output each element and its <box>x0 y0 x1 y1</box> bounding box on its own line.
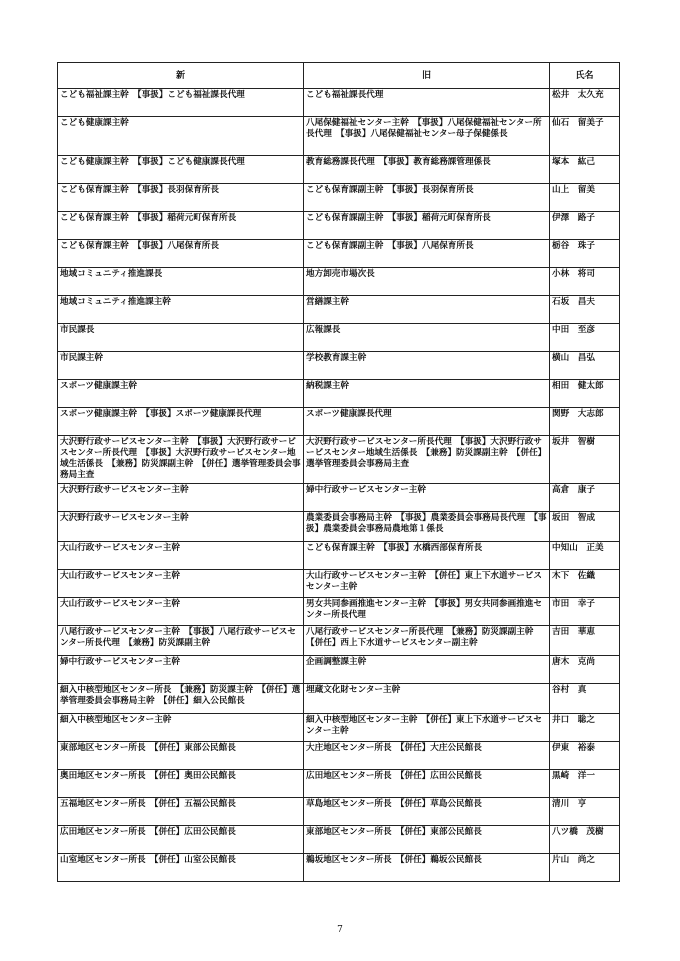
cell-old: 八尾保健福祉センター主幹 【事扱】八尾保健福祉センター所長代理 【事扱】八尾保健福祉センター母子保健係長 <box>304 117 550 156</box>
cell-old: 広田地区センター所長 【併任】広田公民館長 <box>304 770 550 798</box>
header-name: 氏名 <box>550 63 620 89</box>
cell-old: 営繕課主幹 <box>304 296 550 324</box>
table-body <box>58 89 620 882</box>
cell-old: 東部地区センター所長 【併任】東部公民館長 <box>304 826 550 854</box>
cell-name: 仙石 留美子 <box>550 117 620 156</box>
cell-new: 東部地区センター所長 【併任】東部公民館長 <box>58 742 304 770</box>
table-row <box>58 408 620 436</box>
cell-new: 市民課主幹 <box>58 352 304 380</box>
cell-new: 大沢野行政サービスセンター主幹 <box>58 484 304 512</box>
cell-new: 大山行政サービスセンター主幹 <box>58 598 304 626</box>
table-row <box>58 156 620 184</box>
cell-new: こども保育課主幹 【事扱】八尾保育所長 <box>58 240 304 268</box>
cell-old: 細入中核型地区センター主幹 【併任】東上下水道サービスセンター主幹 <box>304 714 550 742</box>
table-row <box>58 598 620 626</box>
cell-new: 地域コミュニティ推進課長 <box>58 268 304 296</box>
cell-old: 広報課長 <box>304 324 550 352</box>
cell-new: 細入中核型地区センター所長 【兼務】防災課主幹 【併任】選挙管理委員会事務局主幹 【併任】細入公民館長 <box>58 684 304 714</box>
table-row <box>58 352 620 380</box>
cell-name: 中知山 正美 <box>550 542 620 570</box>
table-row <box>58 684 620 714</box>
table-row <box>58 742 620 770</box>
cell-name: 高倉 康子 <box>550 484 620 512</box>
cell-new: 奥田地区センター所長 【併任】奥田公民館長 <box>58 770 304 798</box>
table-row <box>58 117 620 156</box>
cell-old: 草島地区センター所長 【併任】草島公民館長 <box>304 798 550 826</box>
cell-new: こども福祉課主幹 【事扱】こども福祉課長代理 <box>58 89 304 117</box>
cell-new: 地域コミュニティ推進課主幹 <box>58 296 304 324</box>
header-old: 旧 <box>304 63 550 89</box>
personnel-table <box>57 62 620 882</box>
table-row <box>58 798 620 826</box>
cell-old: 企画調整課主幹 <box>304 656 550 684</box>
cell-old: 鵜坂地区センター所長 【併任】鵜坂公民館長 <box>304 854 550 882</box>
table-row <box>58 240 620 268</box>
cell-old: 教育総務課長代理 【事扱】教育総務課管理係長 <box>304 156 550 184</box>
table-header-row <box>58 63 620 89</box>
cell-old: こども保育課副主幹 【事扱】八尾保育所長 <box>304 240 550 268</box>
header-new: 新 <box>58 63 304 89</box>
cell-new: 大沢野行政サービスセンター主幹 【事扱】大沢野行政サービスセンター所長代理 【事扱】大沢野行政サービスセンター地域生活係長 【兼務】防災課副主幹 【併任】選挙管理委員会事務局主査 <box>58 436 304 484</box>
cell-old: 納税課主幹 <box>304 380 550 408</box>
table-row <box>58 296 620 324</box>
table-row <box>58 542 620 570</box>
cell-name: 関野 大志郎 <box>550 408 620 436</box>
cell-new: スポーツ健康課主幹 【事扱】スポーツ健康課長代理 <box>58 408 304 436</box>
cell-new: 五福地区センター所長 【併任】五福公民館長 <box>58 798 304 826</box>
cell-name: 中田 至彦 <box>550 324 620 352</box>
cell-new: 大山行政サービスセンター主幹 <box>58 570 304 598</box>
cell-name: 石坂 昌夫 <box>550 296 620 324</box>
cell-new: 大山行政サービスセンター主幹 <box>58 542 304 570</box>
cell-name: 山上 留美 <box>550 184 620 212</box>
cell-name: 清川 亨 <box>550 798 620 826</box>
cell-name: 横山 昌弘 <box>550 352 620 380</box>
cell-new: こども健康課主幹 <box>58 117 304 156</box>
cell-old: 大庄地区センター所長 【併任】大庄公民館長 <box>304 742 550 770</box>
cell-new: 市民課長 <box>58 324 304 352</box>
cell-name: 木下 佐織 <box>550 570 620 598</box>
cell-name: 小林 将司 <box>550 268 620 296</box>
table-row <box>58 324 620 352</box>
table-row <box>58 484 620 512</box>
cell-name: 栃谷 珠子 <box>550 240 620 268</box>
cell-old: 男女共同参画推進センター主幹 【事扱】男女共同参画推進センター所長代理 <box>304 598 550 626</box>
page-number: 7 <box>337 925 343 935</box>
cell-old: こども保育課副主幹 【事扱】長羽保育所長 <box>304 184 550 212</box>
table-row <box>58 826 620 854</box>
table-row <box>58 512 620 542</box>
cell-new: 八尾行政サービスセンター主幹 【事扱】八尾行政サービスセンター所長代理 【兼務】防災課副主幹 <box>58 626 304 656</box>
table-row <box>58 268 620 296</box>
cell-name: 坂井 智樹 <box>550 436 620 484</box>
cell-new: 大沢野行政サービスセンター主幹 <box>58 512 304 542</box>
cell-old: 八尾行政サービスセンター所長代理 【兼務】防災課副主幹 【併任】西上下水道サービスセンター副主幹 <box>304 626 550 656</box>
cell-name: 松井 太久充 <box>550 89 620 117</box>
cell-name: 黒崎 洋一 <box>550 770 620 798</box>
table-row <box>58 380 620 408</box>
table-row <box>58 89 620 117</box>
cell-name: 八ツ橋 茂樹 <box>550 826 620 854</box>
cell-new: 婦中行政サービスセンター主幹 <box>58 656 304 684</box>
cell-new: こども健康課主幹 【事扱】こども健康課長代理 <box>58 156 304 184</box>
cell-name: 伊東 裕泰 <box>550 742 620 770</box>
cell-name: 坂田 智成 <box>550 512 620 542</box>
cell-old: 大沢野行政サービスセンター所長代理 【事扱】大沢野行政サービスセンター地域生活係長 【兼務】防災課副主幹 【併任】選挙管理委員会事務局主査 <box>304 436 550 484</box>
cell-old: 大山行政サービスセンター主幹 【併任】東上下水道サービスセンター主幹 <box>304 570 550 598</box>
cell-new: 細入中核型地区センター主幹 <box>58 714 304 742</box>
cell-name: 伊澤 路子 <box>550 212 620 240</box>
table-row <box>58 770 620 798</box>
cell-name: 谷村 真 <box>550 684 620 714</box>
cell-name: 市田 幸子 <box>550 598 620 626</box>
table-row <box>58 212 620 240</box>
table-row <box>58 854 620 882</box>
cell-name: 相田 健太郎 <box>550 380 620 408</box>
table-row <box>58 436 620 484</box>
cell-name: 唐木 克尚 <box>550 656 620 684</box>
cell-new: スポーツ健康課主幹 <box>58 380 304 408</box>
cell-old: 婦中行政サービスセンター主幹 <box>304 484 550 512</box>
cell-new: 広田地区センター所長 【併任】広田公民館長 <box>58 826 304 854</box>
cell-old: 農業委員会事務局主幹 【事扱】農業委員会事務局長代理 【事扱】農業委員会事務局農地第１係長 <box>304 512 550 542</box>
cell-name: 片山 尚之 <box>550 854 620 882</box>
cell-old: こども福祉課長代理 <box>304 89 550 117</box>
table-row <box>58 184 620 212</box>
cell-old: 学校教育課主幹 <box>304 352 550 380</box>
table-row <box>58 656 620 684</box>
cell-old: 地方卸売市場次長 <box>304 268 550 296</box>
cell-old: こども保育課副主幹 【事扱】稲荷元町保育所長 <box>304 212 550 240</box>
table-row <box>58 626 620 656</box>
cell-name: 吉田 華恵 <box>550 626 620 656</box>
cell-name: 塚本 紘己 <box>550 156 620 184</box>
cell-new: こども保育課主幹 【事扱】長羽保育所長 <box>58 184 304 212</box>
cell-new: 山室地区センター所長 【併任】山室公民館長 <box>58 854 304 882</box>
cell-name: 井口 聡之 <box>550 714 620 742</box>
cell-new: こども保育課主幹 【事扱】稲荷元町保育所長 <box>58 212 304 240</box>
cell-old: スポーツ健康課長代理 <box>304 408 550 436</box>
cell-old: こども保育課主幹 【事扱】水橋西部保育所長 <box>304 542 550 570</box>
table-row <box>58 714 620 742</box>
cell-old: 埋蔵文化財センター主幹 <box>304 684 550 714</box>
table-row <box>58 570 620 598</box>
